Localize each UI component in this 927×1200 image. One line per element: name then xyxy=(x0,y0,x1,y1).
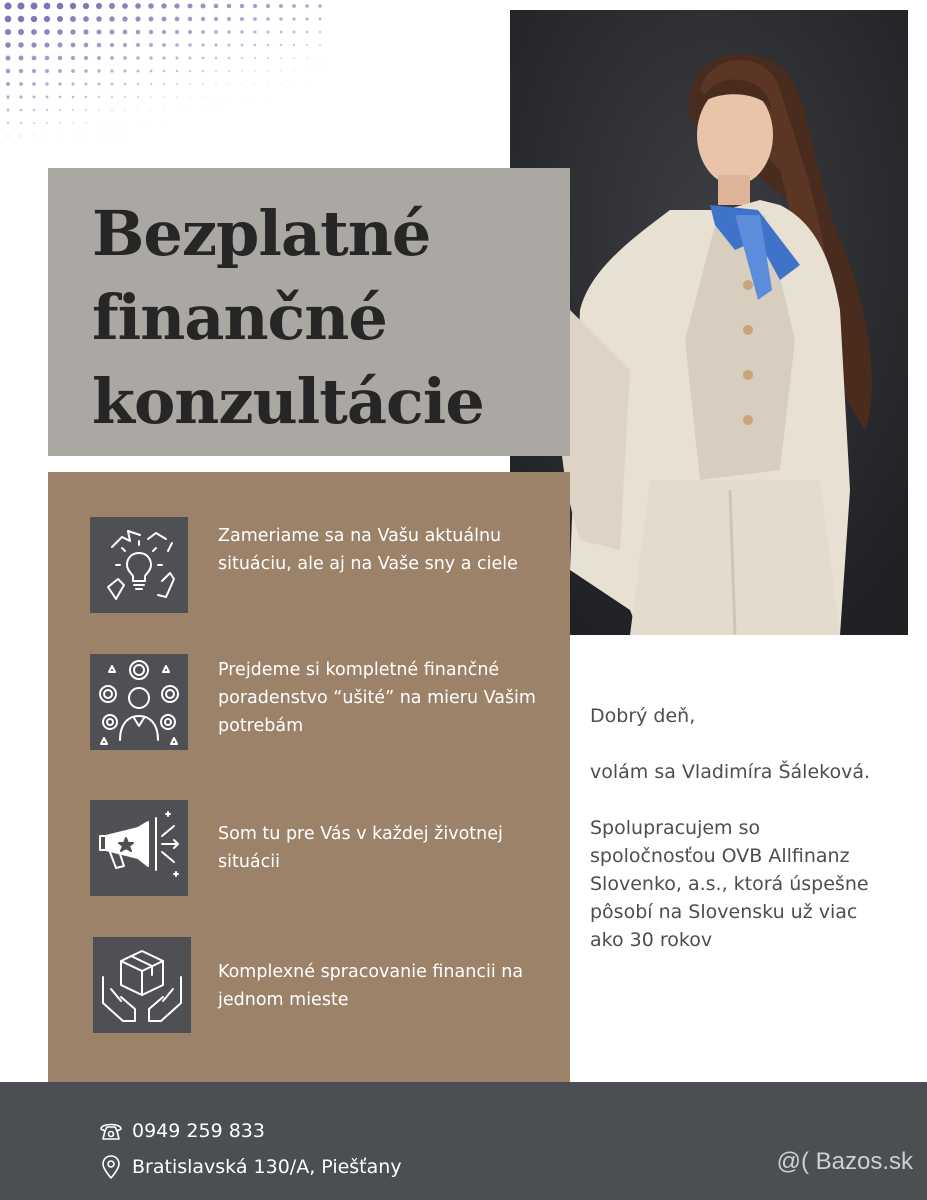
consultant-gears-icon xyxy=(90,654,188,750)
phone-icon xyxy=(98,1118,124,1144)
idea-collaboration-icon xyxy=(90,517,188,613)
megaphone-icon xyxy=(90,800,188,896)
phone-number: 0949 259 833 xyxy=(132,1120,265,1142)
feature-text-3: Som tu pre Vás v každej životnej situácii xyxy=(218,824,503,872)
greeting: Dobrý deň, xyxy=(590,705,696,727)
address: Bratislavská 130/A, Piešťany xyxy=(132,1156,402,1178)
feature-text-4: Komplexné spracovanie financii na jednom mieste xyxy=(218,962,524,1010)
headline-line-1: Bezplatné xyxy=(92,197,431,270)
dot-pattern-decoration xyxy=(0,0,330,150)
bazos-watermark: @( Bazos.sk xyxy=(776,1148,913,1175)
headline xyxy=(92,192,562,444)
headline-box xyxy=(48,168,570,456)
headline-line-2: finančné xyxy=(92,281,387,354)
intro-text xyxy=(590,702,890,982)
phone-contact[interactable] xyxy=(98,1116,265,1146)
company-line: Spolupracujem so spoločnosťou OVB Allfinanz Slovenko, a.s., ktorá úspešne pôsobí na Slovensku už viac ako 30 rokov xyxy=(590,817,869,951)
location-pin-icon xyxy=(98,1154,124,1180)
feature-text-2: Prejdeme si kompletné finančné poradenstvo “ušité” na mieru Vašim potrebám xyxy=(218,660,536,736)
feature-text-1: Zameriame sa na Vašu aktuálnu situáciu, ale aj na Vaše sny a ciele xyxy=(218,526,518,574)
features-panel xyxy=(48,472,570,1102)
name-line: volám sa Vladimíra Šáleková. xyxy=(590,761,871,783)
headline-line-3: konzultácie xyxy=(92,365,484,438)
box-in-hands-icon xyxy=(93,937,191,1033)
address-contact[interactable] xyxy=(98,1152,402,1182)
